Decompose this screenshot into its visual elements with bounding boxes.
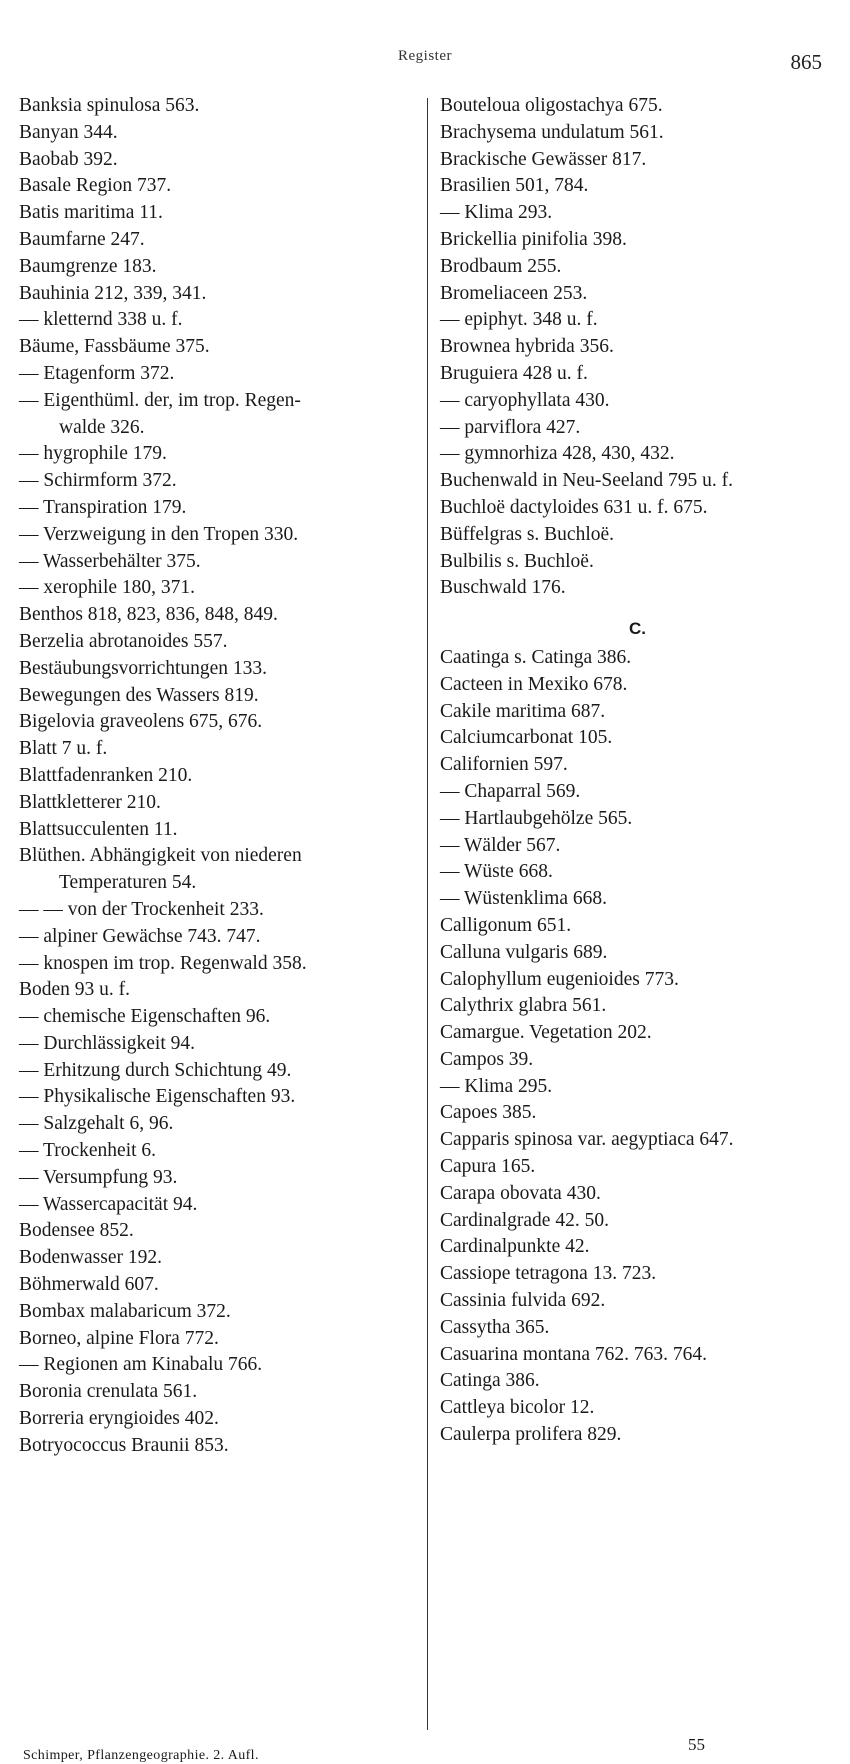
index-column-left — [19, 93, 414, 1743]
index-entry: — Trockenheit 6. — [19, 1140, 157, 1162]
index-entry: Catinga 386. — [440, 1370, 540, 1392]
index-entry: Capparis spinosa var. aegyptiaca 647. — [440, 1129, 734, 1151]
index-entry: Batis maritima 11. — [19, 202, 163, 224]
index-entry: — Wüste 668. — [440, 861, 553, 883]
index-entry: Borneo, alpine Flora 772. — [19, 1327, 219, 1349]
index-entry: — Versumpfung 93. — [19, 1166, 178, 1188]
index-entry: — Transpiration 179. — [19, 496, 187, 518]
index-entry: — Schirmform 372. — [19, 470, 177, 492]
index-entry: Buchloë dactyloides 631 u. f. 675. — [440, 496, 708, 518]
index-entry: Cacteen in Mexiko 678. — [440, 673, 628, 695]
index-entry: Bromeliaceen 253. — [440, 282, 588, 304]
index-entry: — Durchlässigkeit 94. — [19, 1032, 196, 1054]
index-entry: Cardinalgrade 42. 50. — [440, 1209, 609, 1231]
index-entry: Bigelovia graveolens 675, 676. — [19, 711, 263, 733]
index-entry: Blatt 7 u. f. — [19, 738, 108, 760]
index-entry: Capura 165. — [440, 1156, 536, 1178]
index-entry: — Wasserbehälter 375. — [19, 550, 201, 572]
index-entry: Carapa obovata 430. — [440, 1182, 601, 1204]
index-entry: Cassytha 365. — [440, 1316, 550, 1338]
index-entry: Baobab 392. — [19, 148, 118, 170]
index-column-right — [440, 93, 835, 1743]
index-entry: Büffelgras s. Buchloë. — [440, 523, 615, 545]
index-entry: Boronia crenulata 561. — [19, 1381, 198, 1403]
index-entry: Temperaturen 54. — [59, 872, 197, 894]
index-entry: — Wüstenklima 668. — [440, 888, 607, 910]
index-entry: — Wassercapacität 94. — [19, 1193, 198, 1215]
index-entry: Bulbilis s. Buchloë. — [440, 550, 594, 572]
column-divider — [427, 98, 428, 1730]
index-entry: Bäume, Fassbäume 375. — [19, 336, 210, 358]
index-entry: Berzelia abrotanoides 557. — [19, 630, 228, 652]
index-entry: — Etagenform 372. — [19, 362, 175, 384]
index-entry: Bodensee 852. — [19, 1220, 134, 1242]
section-letter-c: C. — [629, 619, 646, 639]
index-entry: Baumgrenze 183. — [19, 255, 157, 277]
index-entry: Botryococcus Braunii 853. — [19, 1434, 229, 1456]
index-entry: — alpiner Gewächse 743. 747. — [19, 925, 261, 947]
index-entry: Buschwald 176. — [440, 577, 566, 599]
index-entry: Capoes 385. — [440, 1102, 537, 1124]
index-entry: Calligonum 651. — [440, 914, 572, 936]
right-column-top-entries — [440, 93, 835, 602]
index-entry: Brackische Gewässer 817. — [440, 148, 647, 170]
index-entry: — Regionen am Kinabalu 766. — [19, 1354, 263, 1376]
index-entry: Casuarina montana 762. 763. 764. — [440, 1343, 707, 1365]
index-entry: — Hartlaubgehölze 565. — [440, 807, 633, 829]
index-entry: — kletternd 338 u. f. — [19, 309, 183, 331]
index-entry: Blattsucculenten 11. — [19, 818, 178, 840]
index-entry: — Wälder 567. — [440, 834, 561, 856]
index-entry: Bruguiera 428 u. f. — [440, 362, 588, 384]
footer-book-note: Schimper, Pflanzengeographie. 2. Aufl. — [23, 1748, 259, 1763]
index-entry: Blattfadenranken 210. — [19, 764, 193, 786]
index-entry: — caryophyllata 430. — [440, 389, 610, 411]
index-entry: — Verzweigung in den Tropen 330. — [19, 523, 299, 545]
index-entry: Caatinga s. Catinga 386. — [440, 646, 632, 668]
index-entry: — Klima 295. — [440, 1075, 553, 1097]
index-entry: — gymnorhiza 428, 430, 432. — [440, 443, 675, 465]
index-entry: Caulerpa prolifera 829. — [440, 1424, 622, 1446]
index-entry: Brachysema undulatum 561. — [440, 121, 664, 143]
index-entry: walde 326. — [59, 416, 145, 438]
index-entry: Brickellia pinifolia 398. — [440, 228, 627, 250]
index-entry: — Eigenthüml. der, im trop. Regen- — [19, 389, 301, 411]
index-entry: — epiphyt. 348 u. f. — [440, 309, 598, 331]
index-entry: Calythrix glabra 561. — [440, 995, 607, 1017]
index-entry: — hygrophile 179. — [19, 443, 167, 465]
index-entry: Bouteloua oligostachya 675. — [440, 95, 663, 116]
index-entry: Calophyllum eugenioides 773. — [440, 968, 679, 990]
index-entry: Banksia spinulosa 563. — [19, 95, 200, 116]
index-entry: Brasilien 501, 784. — [440, 175, 589, 197]
index-entry: Cassinia fulvida 692. — [440, 1290, 606, 1312]
footer-signature-number: 55 — [688, 1735, 705, 1754]
index-entry: Brownea hybrida 356. — [440, 336, 614, 358]
page-number: 865 — [790, 50, 822, 74]
index-entry: Camargue. Vegetation 202. — [440, 1022, 652, 1044]
index-entry: — Salzgehalt 6, 96. — [19, 1113, 174, 1135]
index-entry: Cassiope tetragona 13. 723. — [440, 1263, 657, 1285]
index-entry: Bestäubungsvorrichtungen 133. — [19, 657, 268, 679]
index-entry: Californien 597. — [440, 754, 568, 776]
index-entry: — — von der Trockenheit 233. — [19, 898, 264, 920]
index-entry: Cattleya bicolor 12. — [440, 1397, 595, 1419]
index-entry: Borreria eryngioides 402. — [19, 1408, 219, 1430]
index-entry: Cardinalpunkte 42. — [440, 1236, 590, 1258]
index-entry: Boden 93 u. f. — [19, 979, 131, 1001]
index-entry: — parviflora 427. — [440, 416, 581, 438]
index-entry: Calciumcarbonat 105. — [440, 727, 613, 749]
index-entry: Bodenwasser 192. — [19, 1247, 162, 1269]
index-entry: Calluna vulgaris 689. — [440, 941, 608, 963]
index-entry: Bewegungen des Wassers 819. — [19, 684, 259, 706]
index-entry: Buchenwald in Neu-Seeland 795 u. f. — [440, 470, 733, 492]
index-entry: Böhmerwald 607. — [19, 1274, 159, 1296]
index-entry: — Physikalische Eigenschaften 93. — [19, 1086, 296, 1108]
index-entry: Baumfarne 247. — [19, 228, 145, 250]
index-entry: Basale Region 737. — [19, 175, 172, 197]
index-entry: Banyan 344. — [19, 121, 118, 143]
index-entry: Blattkletterer 210. — [19, 791, 161, 813]
right-column-bottom-entries — [440, 645, 835, 1449]
index-entry: Campos 39. — [440, 1048, 534, 1070]
index-entry: Cakile maritima 687. — [440, 700, 606, 722]
index-entry: Blüthen. Abhängigkeit von niederen — [19, 845, 302, 867]
index-entry: — xerophile 180, 371. — [19, 577, 196, 599]
index-entry: Benthos 818, 823, 836, 848, 849. — [19, 604, 278, 626]
index-entry: — chemische Eigenschaften 96. — [19, 1006, 271, 1028]
index-entry: Bauhinia 212, 339, 341. — [19, 282, 207, 304]
index-entry: Brodbaum 255. — [440, 255, 562, 277]
index-entry: — Klima 293. — [440, 202, 553, 224]
index-entry: — Erhitzung durch Schichtung 49. — [19, 1059, 292, 1081]
index-entry: — Chaparral 569. — [440, 780, 581, 802]
page-header-title: Register — [398, 48, 452, 64]
index-entry: Bombax malabaricum 372. — [19, 1300, 231, 1322]
index-entry: — knospen im trop. Regenwald 358. — [19, 952, 307, 974]
